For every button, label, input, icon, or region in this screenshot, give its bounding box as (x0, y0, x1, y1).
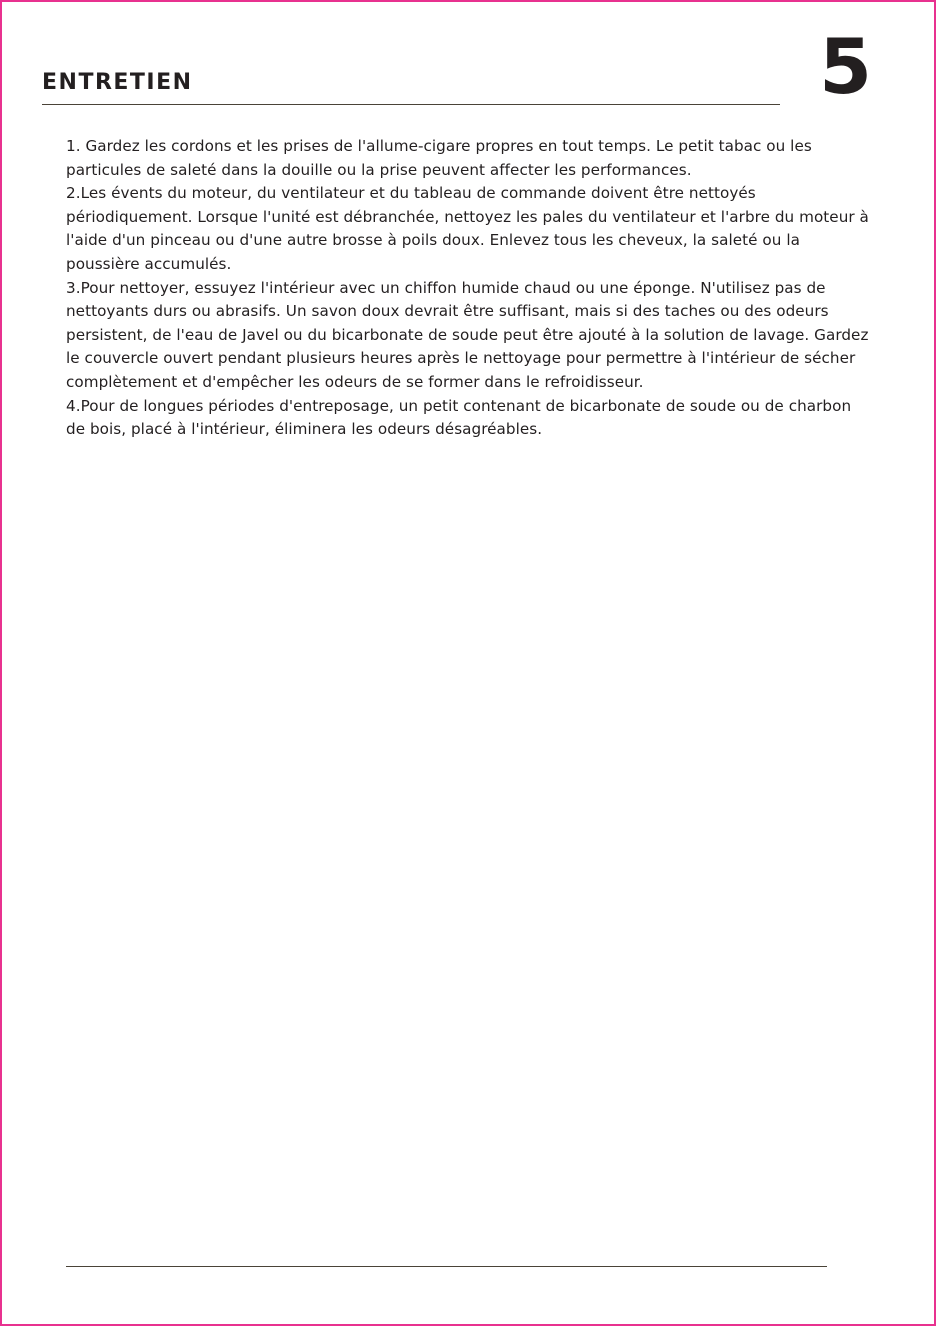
page-number: 5 (819, 22, 872, 111)
footer-rule (66, 1266, 827, 1267)
instruction-paragraph-4: 4.Pour de longues périodes d'entreposage, un petit contenant de bicarbonate de soude ou de charbon de bois, placé à l'intérieur, éliminera les odeurs désagréables. (66, 396, 852, 439)
instruction-paragraph-3: 3.Pour nettoyer, essuyez l'intérieur avec un chiffon humide chaud ou une éponge. N'utilisez pas de nettoyants durs ou abrasifs. Un savon doux devrait être suffisant, mais si des taches ou des odeurs persistent, de l'eau de Javel ou du bicarbonate de soude peut être ajouté à la solution de lavage. Gardez le couvercle ouvert pendant plusieurs heures après le nettoyage pour permettre à l'intérieur de sécher complètement et d'empêcher les odeurs de se former dans le refroidisseur. (66, 278, 869, 391)
instruction-paragraph-1: 1. Gardez les cordons et les prises de l'allume-cigare propres en tout temps. Le petit tabac ou les particules de saleté dans la douille ou la prise peuvent affecter les performances. (66, 137, 812, 179)
instruction-paragraph-2: 2.Les évents du moteur, du ventilateur et du tableau de commande doivent être nettoyés périodiquement. Lorsque l'unité est débranchée, nettoyez les pales du ventilateur et l'arbre du moteur à l'aide d'un pinceau ou d'une autre brosse à poils doux. Enlevez tous les cheveux, la saleté ou la poussière accumulés. (66, 184, 869, 273)
section-title: ENTRETIEN (42, 70, 193, 95)
header-rule (42, 104, 780, 105)
maintenance-instructions (66, 135, 870, 442)
